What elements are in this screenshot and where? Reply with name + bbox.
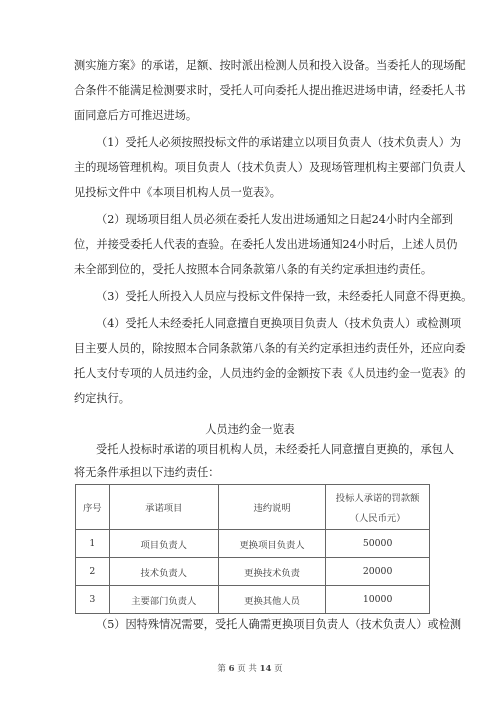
- cell-index: 1: [76, 530, 110, 558]
- table-title: 人员违约金一览表: [205, 423, 295, 436]
- header-cell-description: 违约说明: [218, 485, 325, 530]
- cell-description: 更换技术负责: [218, 558, 325, 586]
- body-line: 测实施方案》的承诺，足额、按时派出检测人员和投入设备。当委托人的现场配: [74, 59, 466, 72]
- penalty-table: [75, 484, 430, 614]
- body-line: 面同意后方可推迟进场。: [74, 109, 198, 122]
- cell-index: 2: [76, 558, 110, 586]
- footer-total-pages: 14: [259, 664, 272, 674]
- cell-penalty: 20000: [326, 558, 430, 586]
- body-line: 将无条件承担以下违约责任：: [74, 466, 220, 479]
- body-line: 目主要人员的，除按照本合同条款第八条的有关约定承担违约责任外，还应向委: [74, 342, 466, 355]
- footer-page-number: 6: [228, 664, 235, 674]
- body-line: （5）因特殊情况需要，受托人确需更换项目负责人（技术负责人）或检测: [96, 618, 462, 631]
- table-row: [76, 586, 430, 614]
- body-line: （3）受托人所投入人员应与投标文件保持一致，未经委托人同意不得更换。: [96, 290, 473, 303]
- cell-description: 更换其他人员: [218, 586, 325, 614]
- cell-item: 主要部门负责人: [109, 586, 218, 614]
- cell-item: 项目负责人: [109, 530, 218, 558]
- table-row: [76, 530, 430, 558]
- body-line: 主的现场管理机构。项目负责人（技术负责人）及现场管理机构主要部门负责人: [74, 161, 466, 174]
- cell-item: 技术负责人: [109, 558, 218, 586]
- body-line: 受托人投标时承诺的项目机构人员，未经委托人同意擅自更换的，承包人: [96, 443, 455, 456]
- header-cell-index: 序号: [76, 485, 110, 530]
- table-row: [76, 558, 430, 586]
- footer-prefix: 第: [217, 664, 226, 674]
- body-line: 见投标文件中《本项目机构人员一览表》。: [74, 186, 281, 199]
- body-line: （2）现场项目组人员必须在委托人发出进场通知之日起24小时内全部到: [96, 213, 453, 226]
- cell-penalty: 50000: [326, 530, 430, 558]
- footer-mid: 页 共: [237, 664, 257, 674]
- header-penalty-unit: （人民币元）: [349, 513, 406, 524]
- page-footer: [0, 662, 500, 674]
- table-header-row: [76, 485, 430, 530]
- header-cell-item: 承诺项目: [109, 485, 218, 530]
- footer-suffix: 页: [274, 664, 283, 674]
- body-line: 未全部到位的，受托人按照本合同条款第八条的有关约定承担违约责任。: [74, 263, 433, 276]
- header-cell-penalty: [326, 485, 430, 530]
- body-line: 约定执行。: [74, 392, 130, 405]
- cell-index: 3: [76, 586, 110, 614]
- body-line: 合条件不能满足检测要求时，受托人可向委托人提出推迟进场申请，经委托人书: [74, 84, 466, 97]
- body-line: 托人支付专项的人员违约金，人员违约金的金额按下表《人员违约金一览表》的: [74, 367, 466, 380]
- cell-penalty: 10000: [326, 586, 430, 614]
- body-line: （1）受托人必须按照投标文件的承诺建立以项目负责人（技术负责人）为: [96, 136, 462, 149]
- cell-description: 更换项目负责人: [218, 530, 325, 558]
- header-penalty-label: 投标人承诺的罚款额: [335, 493, 420, 504]
- body-line: （4）受托人未经委托人同意擅自更换项目负责人（技术负责人）或检测项: [96, 317, 462, 330]
- body-line: 位，并接受委托人代表的查验。在委托人发出进场通知24小时后，上述人员仍: [74, 238, 458, 251]
